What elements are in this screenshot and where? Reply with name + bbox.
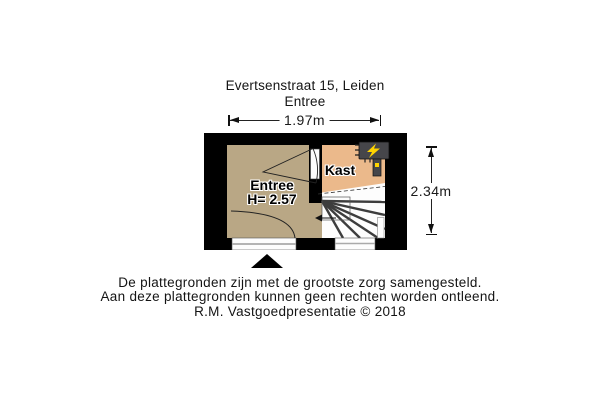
plan-floor-name: Entree [284, 93, 326, 109]
room-label-kast: Kast [324, 162, 356, 178]
plan-title [5, 78, 600, 109]
room-ceiling-height-label: H= 2.57 [247, 191, 297, 207]
window [335, 238, 375, 250]
arrow-down-icon [428, 224, 434, 233]
room-label-entree: Entree [250, 177, 294, 193]
plan-address: Evertsenstraat 15, Leiden [225, 78, 385, 93]
disclaimer-line-2: Aan deze plattegronden kunnen geen rechten worden ontleend. [100, 289, 500, 305]
dimension-width [228, 112, 381, 128]
dimension-height [410, 146, 452, 235]
arrow-left-icon [230, 117, 239, 123]
footer [0, 276, 600, 319]
arrow-right-icon [370, 117, 379, 123]
disclaimer-line-1: De plattegronden zijn met de grootste zorg samengesteld. [118, 275, 482, 290]
dimension-width-label: 1.97m [279, 112, 330, 128]
arrow-up-icon [428, 148, 434, 157]
entrance-marker-icon [251, 254, 283, 268]
dimension-height-label: 2.34m [408, 183, 455, 199]
floor-plan [204, 133, 407, 250]
copyright-line: R.M. Vastgoedpresentatie © 2018 [194, 303, 406, 319]
floor-plan-drawing [204, 133, 407, 250]
